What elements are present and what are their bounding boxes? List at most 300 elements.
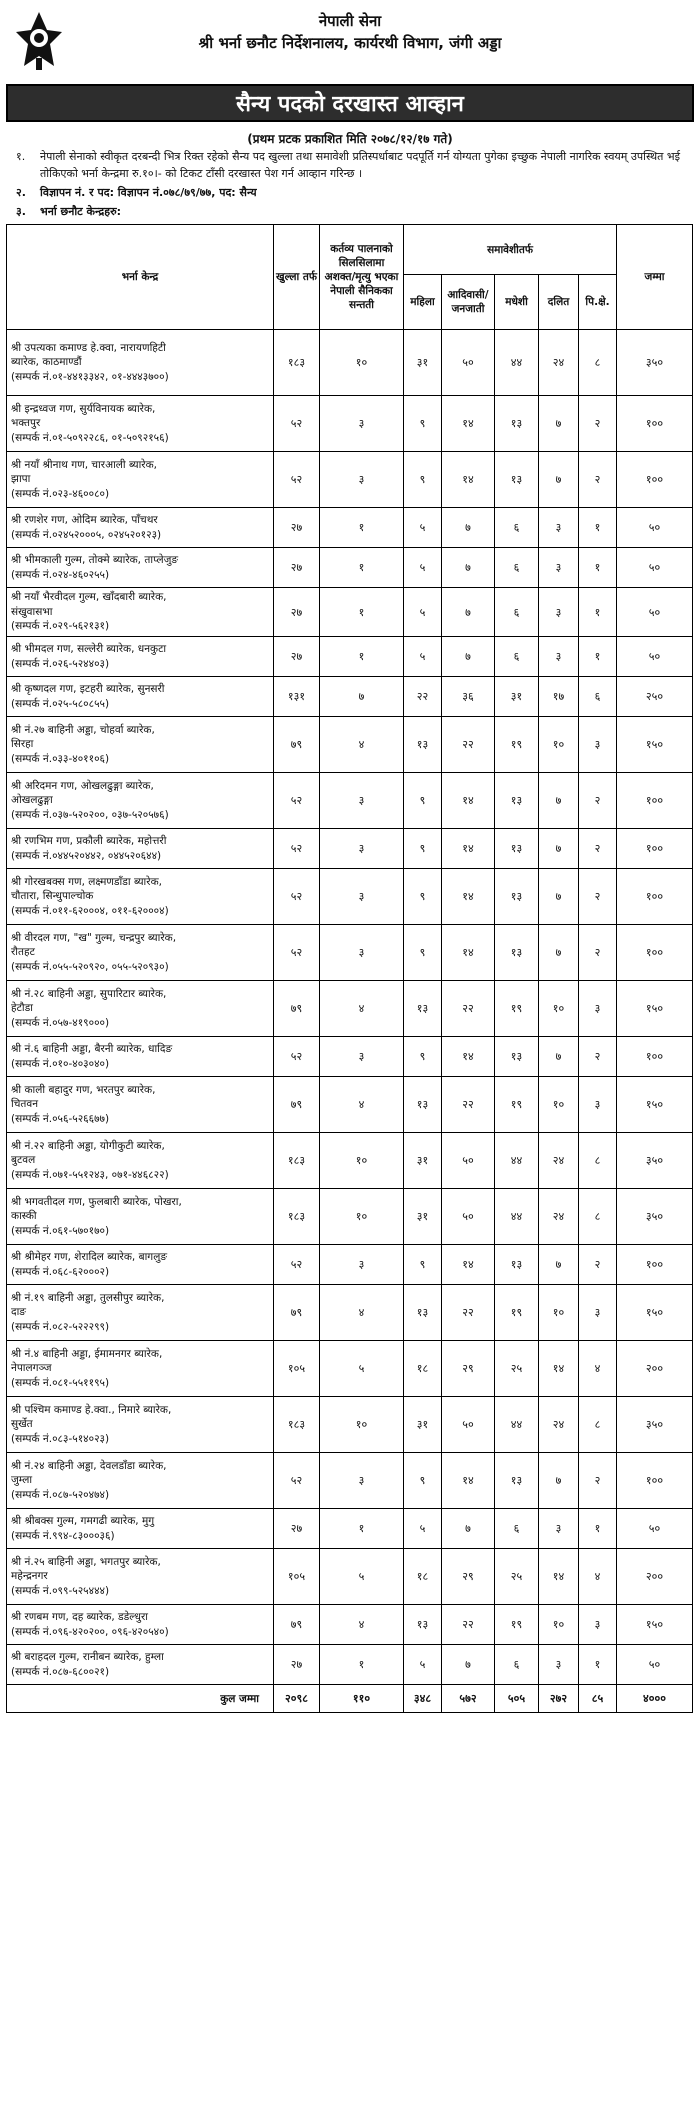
value-cell: ५२ <box>274 869 320 925</box>
value-cell: १४ <box>442 1245 495 1285</box>
center-name-line: (सम्पर्क नं.०५७-४१९०००) <box>11 1016 110 1029</box>
value-cell: ५२ <box>274 829 320 869</box>
value-cell: १०० <box>617 869 693 925</box>
value-cell: १०० <box>617 925 693 981</box>
value-cell: २ <box>579 869 617 925</box>
center-name-line: श्री रणबम गण, दह ब्यारेक, डडेल्धुरा <box>11 1611 148 1623</box>
value-cell: १९ <box>495 1077 539 1133</box>
total-value-cell: २०९८ <box>274 1685 320 1713</box>
total-value-cell: ४००० <box>617 1685 693 1713</box>
value-cell: १०० <box>617 396 693 452</box>
value-cell: २ <box>579 452 617 508</box>
table-row <box>7 925 693 981</box>
value-cell: ५ <box>404 637 442 677</box>
value-cell: ७ <box>320 677 404 717</box>
value-cell: ७ <box>539 396 579 452</box>
center-name-cell <box>7 1037 274 1077</box>
value-cell: ३ <box>539 548 579 588</box>
value-cell: ३ <box>579 717 617 773</box>
center-name-cell <box>7 829 274 869</box>
value-cell: ३ <box>539 588 579 637</box>
center-name-line: (सम्पर्क नं.०२३-४६००८०) <box>11 487 110 500</box>
center-name-line: श्री रणशेर गण, ओदिम ब्यारेक, पाँचथर <box>11 514 158 526</box>
value-cell: १० <box>539 1605 579 1645</box>
value-cell: १ <box>320 1645 404 1685</box>
value-cell: ७ <box>539 452 579 508</box>
value-cell: ४४ <box>495 1189 539 1245</box>
value-cell: ३ <box>320 925 404 981</box>
value-cell: ३ <box>320 452 404 508</box>
value-cell: १०० <box>617 452 693 508</box>
value-cell: २७ <box>274 508 320 548</box>
value-cell: १०० <box>617 829 693 869</box>
value-cell: ३१ <box>404 1397 442 1453</box>
value-cell: १५० <box>617 1285 693 1341</box>
center-name-line: (सम्पर्क नं.०६१-५७०१७०) <box>11 1224 110 1237</box>
value-cell: २२ <box>442 1605 495 1645</box>
value-cell: १५० <box>617 717 693 773</box>
value-cell: ५० <box>442 330 495 396</box>
value-cell: ३ <box>320 773 404 829</box>
value-cell: ९ <box>404 829 442 869</box>
value-cell: १ <box>320 588 404 637</box>
center-name-cell <box>7 981 274 1037</box>
value-cell: ५० <box>617 588 693 637</box>
center-name-cell <box>7 1189 274 1245</box>
table-row <box>7 330 693 396</box>
value-cell: १ <box>579 588 617 637</box>
center-name-line: ओखलढुङ्गा <box>11 794 53 807</box>
center-name-cell <box>7 773 274 829</box>
value-cell: ३५० <box>617 1189 693 1245</box>
center-name-line: (सम्पर्क नं.०८३-५१४०२३) <box>11 1432 110 1445</box>
value-cell: ५ <box>320 1549 404 1605</box>
value-cell: १३ <box>495 1453 539 1509</box>
value-cell: ५ <box>404 508 442 548</box>
value-cell: ७ <box>539 1453 579 1509</box>
center-name-line: (सम्पर्क नं.०७१-५५१२४३, ०७१-४४६८२२) <box>11 1168 169 1181</box>
value-cell: १४ <box>442 869 495 925</box>
table-row <box>7 548 693 588</box>
value-cell: ३५० <box>617 1397 693 1453</box>
table-row <box>7 637 693 677</box>
center-name-line: (सम्पर्क नं.०८७-६८००२१) <box>11 1665 110 1678</box>
value-cell: १४ <box>442 1037 495 1077</box>
value-cell: १८ <box>404 1341 442 1397</box>
center-name-line: (सम्पर्क नं.०५६-५२६६७७) <box>11 1112 110 1125</box>
value-cell: ८ <box>579 330 617 396</box>
value-cell: ५ <box>404 548 442 588</box>
value-cell: १३ <box>495 396 539 452</box>
value-cell: १ <box>579 1509 617 1549</box>
center-name-cell <box>7 1645 274 1685</box>
center-name-line: जुम्ला <box>11 1474 33 1487</box>
table-row <box>7 1037 693 1077</box>
value-cell: १५० <box>617 1077 693 1133</box>
center-name-line: श्री नं.२४ बाहिनी अड्डा, देवलडाँडा ब्यारेक, <box>11 1459 167 1472</box>
value-cell: ७ <box>442 1509 495 1549</box>
total-row <box>7 1685 693 1713</box>
value-cell: ३६ <box>442 677 495 717</box>
center-name-line: (सम्पर्क नं.९९४-८३०००३६) <box>11 1529 115 1542</box>
value-cell: ७९ <box>274 1077 320 1133</box>
value-cell: २४ <box>539 1189 579 1245</box>
value-cell: २४ <box>539 330 579 396</box>
center-name-line: (सम्पर्क नं.०९९-५२५४४४) <box>11 1584 110 1597</box>
value-cell: ९ <box>404 1037 442 1077</box>
center-name-line: श्री काली बहादुर गण, भरतपुर ब्यारेक, <box>11 1083 156 1096</box>
value-cell: ५० <box>442 1133 495 1189</box>
center-name-cell <box>7 1341 274 1397</box>
center-name-line: श्री इन्द्रध्वज गण, सुर्यविनायक ब्यारेक, <box>11 402 156 415</box>
value-cell: ६ <box>495 1645 539 1685</box>
table-row <box>7 717 693 773</box>
table-row <box>7 396 693 452</box>
value-cell: १० <box>320 330 404 396</box>
header-open: खुल्ला तर्फ <box>274 225 320 330</box>
value-cell: ७९ <box>274 981 320 1037</box>
value-cell: ७ <box>539 869 579 925</box>
value-cell: १८३ <box>274 1133 320 1189</box>
paragraph-number: ३. <box>16 205 26 218</box>
value-cell: ३ <box>579 1285 617 1341</box>
value-cell: ३१ <box>404 1133 442 1189</box>
value-cell: १५० <box>617 981 693 1037</box>
center-name-cell <box>7 452 274 508</box>
center-name-line: बुटवल <box>11 1154 36 1167</box>
value-cell: १ <box>320 1509 404 1549</box>
value-cell: २५ <box>495 1549 539 1605</box>
center-name-line: संखुवासभा <box>11 605 53 618</box>
value-cell: ४ <box>320 717 404 773</box>
center-name-line: श्री गोरखबक्स गण, लक्ष्मणडाँडा ब्यारेक, <box>11 875 162 888</box>
value-cell: ३ <box>539 1645 579 1685</box>
value-cell: १४ <box>442 452 495 508</box>
value-cell: २०० <box>617 1549 693 1605</box>
center-name-line: (सम्पर्क नं.०५५-५२०९२०, ०५५-५२०९३०) <box>11 960 169 973</box>
value-cell: १०० <box>617 1245 693 1285</box>
value-cell: १३ <box>404 1285 442 1341</box>
center-name-line: श्री नयाँ भैरवीदल गुल्म, खाँदबारी ब्यारेक, <box>11 591 167 604</box>
center-name-cell <box>7 637 274 677</box>
center-name-line: (सम्पर्क नं.०४४५२०४४२, ०४४५२०६४४) <box>11 849 162 862</box>
header-total: जम्मा <box>617 225 693 330</box>
center-name-line: (सम्पर्क नं.०९६-४२०२००, ०९६-४२०५४०) <box>11 1625 169 1638</box>
value-cell: ८ <box>579 1189 617 1245</box>
value-cell: ६ <box>495 548 539 588</box>
header-backward: पि.क्षे. <box>579 275 617 330</box>
notice-title-banner: सैन्य पदको दरखास्त आव्हान <box>6 84 694 122</box>
value-cell: १४ <box>442 829 495 869</box>
value-cell: १३ <box>404 1605 442 1645</box>
center-name-line: (सम्पर्क नं.०२४-४६०२५५) <box>11 568 110 581</box>
value-cell: ६ <box>495 508 539 548</box>
center-name-cell <box>7 1605 274 1645</box>
center-name-line: (सम्पर्क नं.०२५-५८०८५५) <box>11 697 110 710</box>
value-cell: १३ <box>404 1077 442 1133</box>
value-cell: ३१ <box>495 677 539 717</box>
value-cell: १३ <box>495 925 539 981</box>
center-name-line: भक्तपुर <box>11 417 41 430</box>
notice-header <box>6 6 694 82</box>
value-cell: १३१ <box>274 677 320 717</box>
value-cell: २ <box>579 773 617 829</box>
center-name-cell <box>7 1509 274 1549</box>
center-name-line: श्री श्रीमेहर गण, शेरादिल ब्यारेक, बागलुङ <box>11 1251 168 1263</box>
center-name-cell <box>7 677 274 717</box>
value-cell: २२ <box>442 981 495 1037</box>
paragraph-number: २. <box>16 186 26 199</box>
value-cell: ४४ <box>495 330 539 396</box>
value-cell: ५ <box>404 588 442 637</box>
value-cell: ५२ <box>274 1245 320 1285</box>
table-body <box>7 330 693 1713</box>
value-cell: ९ <box>404 773 442 829</box>
header-dalit: दलित <box>539 275 579 330</box>
value-cell: ८ <box>579 1397 617 1453</box>
value-cell: ९ <box>404 452 442 508</box>
table-row <box>7 1645 693 1685</box>
table-row <box>7 452 693 508</box>
table-row <box>7 1133 693 1189</box>
value-cell: ५२ <box>274 773 320 829</box>
notice-paragraph <box>6 184 694 201</box>
value-cell: २५ <box>495 1341 539 1397</box>
paragraph-text: नेपाली सेनाको स्वीकृत दरबन्दी भित्र रिक्त रहेको सैन्य पद खुल्ला तथा समावेशी प्रतिस्पर्धाबाट पदपूर्ति गर्न योग्यता पुगेका इच्छुक नेपाली नागरिक स्वयम् उपस्थित भई तोकिएको भर्ना केन्द्रमा रु.१०।- को टिकट टाँसी दरखास्त पेश गर्न आव्हान गरिन्छ । <box>40 150 680 180</box>
value-cell: १३ <box>495 773 539 829</box>
center-name-line: कास्की <box>11 1210 37 1223</box>
value-cell: १० <box>320 1133 404 1189</box>
value-cell: ७ <box>442 637 495 677</box>
value-cell: १०० <box>617 773 693 829</box>
value-cell: २ <box>579 1245 617 1285</box>
center-name-line: (सम्पर्क नं.०२९-५६२१३१) <box>11 620 110 633</box>
center-name-cell <box>7 330 274 396</box>
table-row <box>7 1245 693 1285</box>
paragraph-text: भर्ना छनौट केन्द्रहरु: <box>40 205 122 218</box>
value-cell: १० <box>539 717 579 773</box>
header-madhesi: मधेशी <box>495 275 539 330</box>
value-cell: २ <box>579 925 617 981</box>
center-name-line: (सम्पर्क नं.०६८-६२०००२) <box>11 1265 110 1278</box>
notice-paragraph <box>6 148 694 182</box>
value-cell: २७ <box>274 637 320 677</box>
value-cell: २ <box>579 1453 617 1509</box>
value-cell: १३ <box>495 452 539 508</box>
center-name-cell <box>7 925 274 981</box>
value-cell: ३ <box>320 869 404 925</box>
value-cell: ९ <box>404 1245 442 1285</box>
value-cell: १५० <box>617 1605 693 1645</box>
value-cell: ७ <box>539 1245 579 1285</box>
value-cell: ६ <box>495 637 539 677</box>
value-cell: १८ <box>404 1549 442 1605</box>
total-label: कुल जम्मा <box>7 1685 274 1713</box>
center-name-line: (सम्पर्क नं.०३३-४०११०६) <box>11 752 110 765</box>
center-name-line: श्री अरिदमन गण, ओखलढुङ्गा ब्यारेक, <box>11 779 154 792</box>
value-cell: ५२ <box>274 396 320 452</box>
center-name-line: (सम्पर्क नं.०१-४४१३३४२, ०१-४४४३७००) <box>11 370 169 383</box>
center-name-cell <box>7 396 274 452</box>
value-cell: ८ <box>579 1133 617 1189</box>
table-row <box>7 508 693 548</box>
value-cell: ७९ <box>274 1285 320 1341</box>
center-name-line: सुर्खेत <box>11 1418 33 1431</box>
table-row <box>7 1189 693 1245</box>
paragraph-number: १. <box>16 150 26 163</box>
paragraph-text: विज्ञापन नं. र पद: विज्ञापन नं.०७८/७९/७७, पद: सैन्य <box>40 186 257 199</box>
value-cell: २७ <box>274 1645 320 1685</box>
center-name-line: दाङ <box>11 1306 26 1319</box>
center-name-line: श्री नं.२५ बाहिनी अड्डा, भगतपुर ब्यारेक, <box>11 1555 161 1568</box>
table-row <box>7 829 693 869</box>
center-name-cell <box>7 1245 274 1285</box>
value-cell: ७ <box>539 1037 579 1077</box>
value-cell: ५ <box>404 1645 442 1685</box>
table-row <box>7 1453 693 1509</box>
value-cell: २७ <box>274 588 320 637</box>
value-cell: २९ <box>442 1341 495 1397</box>
center-name-line: (सम्पर्क नं.०८२-५२२२९९) <box>11 1320 110 1333</box>
value-cell: १० <box>320 1397 404 1453</box>
value-cell: ३५० <box>617 330 693 396</box>
value-cell: १३ <box>404 981 442 1037</box>
value-cell: ५२ <box>274 1453 320 1509</box>
value-cell: ५२ <box>274 452 320 508</box>
value-cell: ९ <box>404 396 442 452</box>
center-name-line: श्री भीमकाली गुल्म, तोक्मे ब्यारेक, ताप्लेजुङ <box>11 554 179 566</box>
value-cell: ३ <box>320 396 404 452</box>
value-cell: ७ <box>539 925 579 981</box>
value-cell: ६ <box>495 1509 539 1549</box>
value-cell: १ <box>579 548 617 588</box>
center-name-cell <box>7 1077 274 1133</box>
center-name-line: हेटौडा <box>11 1002 33 1015</box>
recruitment-centers-table <box>6 224 693 1713</box>
center-name-line: श्री नं.६ बाहिनी अड्डा, बैरनी ब्यारेक, धादिङ <box>11 1043 173 1055</box>
value-cell: ५० <box>442 1189 495 1245</box>
center-name-cell <box>7 1285 274 1341</box>
table-row <box>7 677 693 717</box>
center-name-line: (सम्पर्क नं.०२४५२०००५, ०२४५२०१२३) <box>11 528 162 541</box>
value-cell: ३ <box>320 829 404 869</box>
center-name-line: श्री कृष्णदल गण, इटहरी ब्यारेक, सुनसरी <box>11 683 165 695</box>
center-name-line: (सम्पर्क नं.०३७-५२०२००, ०३७-५२०५७६) <box>11 808 169 821</box>
table-row <box>7 1341 693 1397</box>
value-cell: ३ <box>320 1037 404 1077</box>
header-women: महिला <box>404 275 442 330</box>
header-martyr-descendants: कर्तव्य पालनाको सिलसिलामा अशक्त/मृत्यु भएका नेपाली सैनिकका सन्तती <box>320 225 404 330</box>
center-name-line: (सम्पर्क नं.०२६-५२४४०३) <box>11 657 110 670</box>
center-name-line: श्री नं.२८ बाहिनी अड्डा, सुपारिटार ब्यारेक, <box>11 987 167 1000</box>
center-name-line: ब्यारेक, काठमाण्डौं <box>11 356 82 369</box>
center-name-line: (सम्पर्क नं.०१०-४०३०४०) <box>11 1057 110 1070</box>
value-cell: १४ <box>539 1341 579 1397</box>
center-name-line: चौतारा, सिन्धुपाल्चोक <box>11 890 94 903</box>
center-name-line: श्री रणभिम गण, प्रकौली ब्यारेक, महोत्तरी <box>11 835 167 847</box>
header-center: भर्ना केन्द्र <box>7 225 274 330</box>
value-cell: ३ <box>320 1453 404 1509</box>
value-cell: १९ <box>495 981 539 1037</box>
value-cell: १ <box>579 1645 617 1685</box>
notice-paragraph <box>6 203 694 220</box>
center-name-line: श्री नं.२७ बाहिनी अड्डा, चोहर्वा ब्यारेक, <box>11 723 155 736</box>
table-row <box>7 1509 693 1549</box>
org-name: नेपाली सेना <box>318 12 382 30</box>
value-cell: ३१ <box>404 330 442 396</box>
value-cell: ५ <box>404 1509 442 1549</box>
value-cell: ४ <box>320 1605 404 1645</box>
value-cell: १०५ <box>274 1341 320 1397</box>
table-row <box>7 1077 693 1133</box>
value-cell: १४ <box>539 1549 579 1605</box>
value-cell: १४ <box>442 1453 495 1509</box>
value-cell: १ <box>320 508 404 548</box>
value-cell: १०० <box>617 1037 693 1077</box>
value-cell: १३ <box>495 829 539 869</box>
value-cell: २ <box>579 829 617 869</box>
center-name-line: श्री बराहदल गुल्म, रानीबन ब्यारेक, हुम्ला <box>11 1651 164 1663</box>
center-name-line: (सम्पर्क नं.०१-५०९२२८६, ०१-५०९२१५६) <box>11 431 169 444</box>
value-cell: ३ <box>320 1245 404 1285</box>
value-cell: १०० <box>617 1453 693 1509</box>
value-cell: ५ <box>320 1341 404 1397</box>
value-cell: ३ <box>579 981 617 1037</box>
value-cell: २५० <box>617 677 693 717</box>
value-cell: ३ <box>539 508 579 548</box>
value-cell: २२ <box>442 717 495 773</box>
value-cell: ७९ <box>274 717 320 773</box>
value-cell: ५० <box>442 1397 495 1453</box>
center-name-line: श्री नं.४ बाहिनी अड्डा, ईमामनगर ब्यारेक, <box>11 1347 163 1360</box>
table-row <box>7 1397 693 1453</box>
center-name-line: श्री पश्चिम कमाण्ड हे.क्वा., निमारे ब्यारेक, <box>11 1403 172 1416</box>
center-name-line: झापा <box>11 473 31 486</box>
center-name-line: चितवन <box>11 1098 39 1111</box>
value-cell: १ <box>579 637 617 677</box>
nepal-army-emblem-icon <box>14 10 64 72</box>
value-cell: ३ <box>539 637 579 677</box>
value-cell: ६ <box>495 588 539 637</box>
value-cell: ९ <box>404 1453 442 1509</box>
value-cell: ९ <box>404 869 442 925</box>
center-name-line: रौतहट <box>11 946 35 959</box>
value-cell: १ <box>320 637 404 677</box>
center-name-line: श्री श्रीबक्स गुल्म, गमगढी ब्यारेक, मुगु <box>11 1515 155 1527</box>
value-cell: ६ <box>579 677 617 717</box>
center-name-line: श्री भीमदल गण, सल्लेरी ब्यारेक, धनकुटा <box>11 643 167 655</box>
value-cell: १४ <box>442 925 495 981</box>
value-cell: ४ <box>579 1341 617 1397</box>
center-name-line: श्री नयाँ श्रीनाथ गण, चारआली ब्यारेक, <box>11 458 158 471</box>
center-name-line: (सम्पर्क नं.०८१-५५११९५) <box>11 1376 110 1389</box>
center-name-cell <box>7 1549 274 1605</box>
center-name-line: श्री भगवतीदल गण, फुलबारी ब्यारेक, पोखरा, <box>11 1195 182 1208</box>
total-value-cell: ११० <box>320 1685 404 1713</box>
value-cell: ५२ <box>274 1037 320 1077</box>
notice-paragraphs <box>6 148 694 220</box>
value-cell: ७ <box>442 588 495 637</box>
value-cell: ५० <box>617 548 693 588</box>
value-cell: १४ <box>442 773 495 829</box>
value-cell: ३ <box>579 1077 617 1133</box>
value-cell: २२ <box>404 677 442 717</box>
value-cell: २२ <box>442 1285 495 1341</box>
publication-date: (प्रथम प्रटक प्रकाशित मिति २०७८/१२/१७ गते) <box>247 132 453 146</box>
value-cell: ४४ <box>495 1133 539 1189</box>
value-cell: २२ <box>442 1077 495 1133</box>
value-cell: ७ <box>442 548 495 588</box>
